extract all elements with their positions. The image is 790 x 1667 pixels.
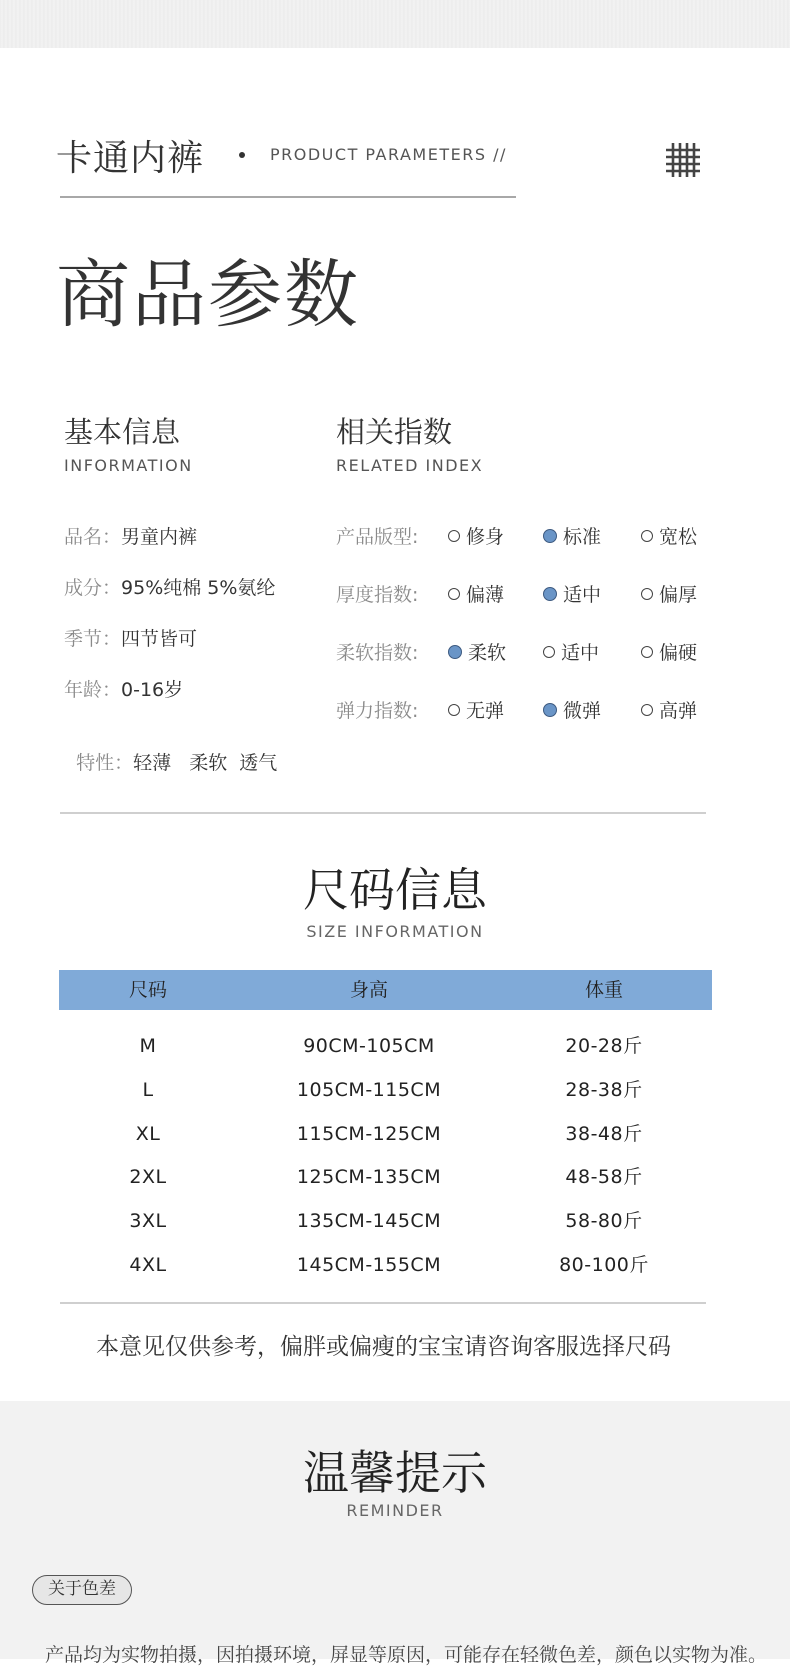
info-row-features xyxy=(64,726,277,775)
radio-icon xyxy=(448,530,460,542)
info-label: 季节： xyxy=(64,628,122,650)
radio-icon xyxy=(448,588,460,600)
size-table-header xyxy=(59,970,712,1010)
radio-selected-icon xyxy=(543,529,557,543)
index-label: 厚度指数: xyxy=(336,584,419,606)
index-row-thickness xyxy=(336,580,736,606)
top-texture-band xyxy=(0,0,790,48)
table-row: M 90CM-105CM 20-28斤 xyxy=(139,1035,643,1057)
header-title: 卡通内裤 xyxy=(56,138,205,179)
elasticity-option-high[interactable]: 高弹 xyxy=(641,696,697,723)
header-bullet-dot xyxy=(239,152,245,158)
softness-option-soft[interactable]: 柔软 xyxy=(448,638,506,665)
index-label: 弹力指数: xyxy=(336,700,419,722)
info-value: 四节皆可 xyxy=(121,628,198,650)
section-divider xyxy=(60,812,706,814)
color-difference-tag: 关于色差 xyxy=(32,1575,132,1605)
softness-option-medium[interactable]: 适中 xyxy=(543,638,599,665)
header-subtitle: PRODUCT PARAMETERS // xyxy=(270,145,507,164)
radio-selected-icon xyxy=(448,645,462,659)
radio-icon xyxy=(641,704,653,716)
related-index-heading: 相关指数 xyxy=(336,415,453,449)
info-row-composition xyxy=(64,573,275,600)
info-label: 特性： xyxy=(76,752,134,774)
size-info-subtitle: SIZE INFORMATION xyxy=(306,922,484,941)
basic-info-heading: 基本信息 xyxy=(64,415,181,449)
info-label: 成分： xyxy=(64,577,122,599)
basic-info-subheading: INFORMATION xyxy=(64,456,193,475)
thickness-option-thin[interactable]: 偏薄 xyxy=(448,580,504,607)
col-header-weight: 体重 xyxy=(584,979,624,1001)
fit-option-loose[interactable]: 宽松 xyxy=(641,522,697,549)
index-row-fit xyxy=(336,522,736,548)
grid-icon xyxy=(666,143,700,177)
info-value: 男童内裤 xyxy=(121,526,198,548)
table-bottom-divider xyxy=(60,1302,706,1304)
page-title: 商品参数 xyxy=(56,252,360,338)
softness-option-hard[interactable]: 偏硬 xyxy=(641,638,697,665)
table-row: L 105CM-115CM 28-38斤 xyxy=(142,1079,643,1101)
related-index-subheading: RELATED INDEX xyxy=(336,456,484,475)
info-row-name xyxy=(64,522,197,549)
fit-option-slim[interactable]: 修身 xyxy=(448,522,504,549)
col-header-size: 尺码 xyxy=(128,979,168,1001)
size-info-title: 尺码信息 xyxy=(303,863,487,917)
index-row-softness xyxy=(336,638,736,664)
radio-icon xyxy=(448,704,460,716)
table-row: 3XL 135CM-145CM 58-80斤 xyxy=(129,1210,643,1232)
index-label: 柔软指数: xyxy=(336,642,419,664)
size-note: 本意见仅供参考，偏胖或偏瘦的宝宝请咨询客服选择尺码 xyxy=(96,1334,671,1360)
radio-selected-icon xyxy=(543,587,557,601)
info-value: 95%纯棉 5%氨纶 xyxy=(121,577,276,599)
info-value: 轻薄 柔软 透气 xyxy=(133,752,278,774)
info-row-season xyxy=(64,624,197,651)
reminder-title: 温馨提示 xyxy=(303,1446,487,1500)
table-row: XL 115CM-125CM 38-48斤 xyxy=(135,1123,643,1145)
index-row-elasticity xyxy=(336,696,736,722)
table-row: 2XL 125CM-135CM 48-58斤 xyxy=(129,1166,643,1188)
info-label: 品名： xyxy=(64,526,122,548)
fit-option-standard[interactable]: 标准 xyxy=(543,522,601,549)
radio-selected-icon xyxy=(543,703,557,717)
radio-icon xyxy=(641,588,653,600)
header-underline xyxy=(60,196,516,198)
thickness-option-medium[interactable]: 适中 xyxy=(543,580,601,607)
radio-icon xyxy=(543,646,555,658)
reminder-text: 产品均为实物拍摄，因拍摄环境，屏显等原因，可能存在轻微色差，颜色以实物为准。 xyxy=(45,1644,768,1666)
info-label: 年龄： xyxy=(64,679,122,701)
radio-icon xyxy=(641,646,653,658)
col-header-height: 身高 xyxy=(349,979,389,1001)
thickness-option-thick[interactable]: 偏厚 xyxy=(641,580,697,607)
info-row-age xyxy=(64,675,183,702)
reminder-subtitle: REMINDER xyxy=(346,1501,444,1520)
table-row: 4XL 145CM-155CM 80-100斤 xyxy=(129,1254,649,1276)
index-label: 产品版型: xyxy=(336,526,419,548)
radio-icon xyxy=(641,530,653,542)
elasticity-option-slight[interactable]: 微弹 xyxy=(543,696,601,723)
info-value: 0-16岁 xyxy=(121,679,184,701)
elasticity-option-none[interactable]: 无弹 xyxy=(448,696,504,723)
